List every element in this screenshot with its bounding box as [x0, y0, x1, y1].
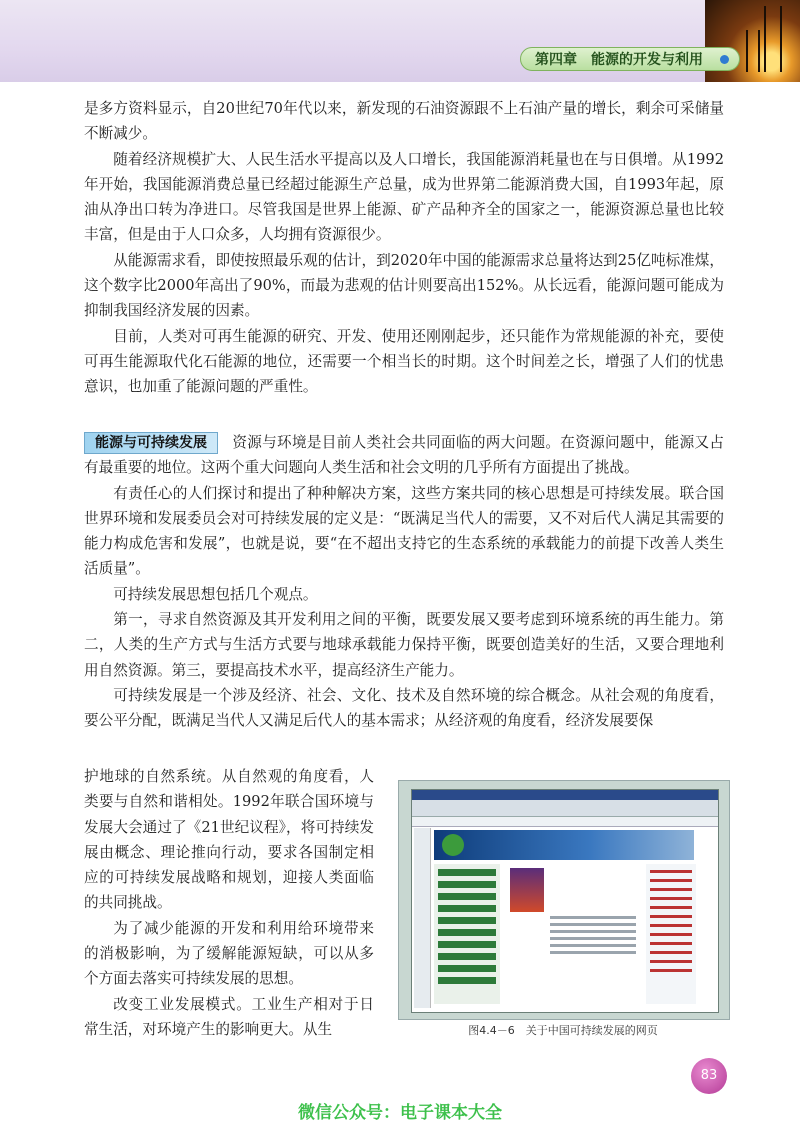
- paragraph: 第一，寻求自然资源及其开发利用之间的平衡，既要发展又要考虑到环境系统的再生能力。第二，人类的生产方式与生活方式要与地球承载能力保持平衡，既要创造美好的生活，又要合理地利用自然资源。第三，要提高技术水平，提高经济生产能力。: [84, 611, 724, 679]
- body-text-narrow: [84, 764, 374, 1042]
- paragraph: 可持续发展是一个涉及经济、社会、文化、技术及自然环境的综合概念。从社会观的角度看，要公平分配，既满足当代人又满足后代人的基本需求；从经济观的角度看，经济发展要保: [84, 686, 724, 730]
- body-text-mid: [84, 430, 724, 734]
- webpage-screenshot-figure: [398, 780, 730, 1020]
- paragraph: 从能源需求看，即使按照最乐观的估计，到2020年中国的能源需求总量将达到25亿吨标准煤，这个数字比2000年高出了90%，而最为悲观的估计则要高出152%。从长远看，能源问题可能成为抑制我国经济发展的因素。: [84, 251, 724, 320]
- paragraph: 有责任心的人们探讨和提出了种种解决方案，这些方案共同的核心思想是可持续发展。联合国世界环境和发展委员会对可持续发展的定义是：“既满足当代人的需要，又不对后代人满足其需要的能力构成危害和发展”，也就是说，要“在不超出支持它的生态系统的承载能力的前提下改善人类生活质量”。: [84, 484, 724, 578]
- chapter-title-text: 第四章 能源的开发与利用: [535, 52, 703, 68]
- paragraph: 可持续发展思想包括几个观点。: [113, 585, 318, 603]
- section-heading: 能源与可持续发展: [84, 432, 218, 454]
- chapter-title: [520, 47, 740, 71]
- page-number: 83: [691, 1058, 727, 1094]
- paragraph: 随着经济规模扩大、人民生活水平提高以及人口增长，我国能源消耗量也在与日俱增。从1992年开始，我国能源消费总量已经超过能源生产总量，成为世界第二能源消费大国，自1993年起，原油从净出口转为净进口。尽管我国是世界上能源、矿产品种齐全的国家之一，能源资源总量也比较丰富，但是由于人口众多，人均拥有资源很少。: [84, 150, 724, 244]
- bullet-icon: [720, 55, 729, 64]
- section-intro: 资源与环境是目前人类社会共同面临的两大问题。在资源问题中，能源又占有最重要的地位。这两个重大问题向人类生活和社会文明的几乎所有方面提出了挑战。: [84, 434, 724, 477]
- paragraph: 目前，人类对可再生能源的研究、开发、使用还刚刚起步，还只能作为常规能源的补充，要使可再生能源取代化石能源的地位，还需要一个相当长的时期。这个时间差之长，增强了人们的忧患意识，也加重了能源问题的严重性。: [84, 327, 724, 396]
- browser-window-image: [411, 789, 719, 1013]
- paragraph: 护地球的自然系统。从自然观的角度看，人类要与自然和谐相处。1992年联合国环境与发展大会通过了《21世纪议程》，将可持续发展由概念、理论推向行动，要求各国制定相应的可持续发展战略和规划，迎接人类面临的共同挑战。: [84, 768, 374, 912]
- watermark-text: 微信公众号：电子课本大全: [298, 1103, 502, 1123]
- figure-caption: 图4.4－6 关于中国可持续发展的网页: [468, 1024, 658, 1037]
- paragraph: 改变工业发展模式。工业生产相对于日常生活，对环境产生的影响更大。从生: [84, 995, 374, 1038]
- paragraph: 为了减少能源的开发和利用给环境带来的消极影响，为了缓解能源短缺，可以从多个方面去落实可持续发展的思想。: [84, 919, 374, 988]
- section-intro-paragraph: [84, 430, 724, 481]
- body-text-top: [84, 96, 724, 400]
- paragraph: 是多方资料显示，自20世纪70年代以来，新发现的石油资源跟不上石油产量的增长，剩余可采储量不断减少。: [84, 100, 724, 143]
